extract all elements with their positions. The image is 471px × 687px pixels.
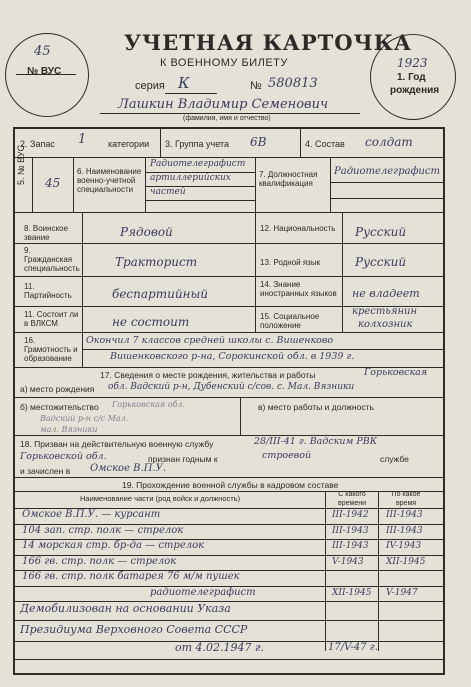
number-value: 580813 <box>268 76 318 91</box>
callup-region: Горьковской обл. <box>20 451 107 462</box>
reserve-value: 1 <box>78 132 87 147</box>
specialty-value-1: Радиотелеграфист <box>150 159 246 169</box>
fit-label: признан годным к <box>148 454 218 464</box>
vus-circle-label: № ВУС <box>27 66 62 77</box>
service-row <box>0 586 471 602</box>
birth-year-label-1: 1. Год <box>397 72 426 83</box>
service-row-unit: радиотелеграфист <box>150 586 256 598</box>
enlisted-label: и зачислен в <box>20 466 71 476</box>
foreign-lang-label: 14. Знание иностранных языков <box>260 280 337 298</box>
birthplace-label: а) место рождения <box>20 384 95 394</box>
service-row-to: XII-1945 <box>386 556 426 567</box>
service-row-unit: 14 морская стр. бр-да — стрелок <box>22 540 205 551</box>
service-row-from: XII-1945 <box>332 587 372 598</box>
social-value-1: крестьянин <box>352 306 418 317</box>
service-row-from: III-1943 <box>332 541 369 551</box>
service-row <box>0 524 471 540</box>
specialty-value-2: артиллерийских <box>150 173 231 183</box>
series-label: серия <box>135 80 165 92</box>
party-label: 11. Партийность <box>24 282 72 300</box>
komsomol-value: не состоит <box>112 315 190 329</box>
service-row-unit: 166 гв. стр. полк — стрелок <box>22 555 177 567</box>
vus-side-label: 5. № ВУС <box>16 144 26 185</box>
civil-specialty-value: Тракторист <box>115 255 198 269</box>
vus-side-value: 45 <box>45 176 61 190</box>
residence-value-1: Горьковская обл. <box>112 400 186 409</box>
series-value: К <box>178 74 190 92</box>
birthplace-value: обл. Вадский р-н, Дубенский с/сов. с. Мал. Вязники <box>108 382 355 392</box>
fit-value: строевой <box>262 450 312 461</box>
party-value: беспартийный <box>112 287 208 301</box>
col-from-header: С какого времени <box>338 491 366 507</box>
residence-label: б) местожительство <box>20 402 99 412</box>
service-row-to: V-1947 <box>386 587 418 598</box>
demob-line-3: от 4.02.1947 г. <box>175 641 265 654</box>
full-name: Лашкин Владимир Семенович <box>118 97 329 112</box>
residence-value-3: мал. Вязники <box>40 425 98 434</box>
position-label: 7. Должностная квалификация <box>259 170 318 188</box>
card-title: УЧЕТНАЯ КАРТОЧКА <box>124 30 412 55</box>
service-row-from: III-1943 <box>332 525 369 536</box>
service-row-to: IV-1943 <box>386 541 422 551</box>
callup-label: 18. Призван на действительную военную службу <box>20 439 214 449</box>
education-value-2: Вишенковского р-на, Сорокинской обл. в 1939 г. <box>110 351 355 362</box>
service-row <box>0 570 471 586</box>
service-row-unit: Омское В.П.У. — курсант <box>22 509 161 520</box>
service-word: службе <box>380 454 409 464</box>
foreign-lang-value: не владеет <box>352 287 420 300</box>
col-to-header: По какое время <box>391 491 421 507</box>
service-row <box>0 508 471 524</box>
demob-line-2: Президиума Верховного Совета СССР <box>20 623 248 636</box>
service-row-from: III-1942 <box>332 510 369 520</box>
reserve-label: 2. Запас <box>20 139 55 149</box>
service-row <box>0 555 471 571</box>
rank-value: Рядовой <box>120 225 173 239</box>
social-value-2: колхозник <box>358 319 413 330</box>
card-subtitle: К ВОЕННОМУ БИЛЕТУ <box>160 57 288 69</box>
birth-year-label-2: рождения <box>390 85 440 96</box>
service-row-unit: 166 гв. стр. полк батарея 76 м/м пушек <box>22 571 240 582</box>
service-row <box>0 539 471 555</box>
komsomol-label: 11. Состоит ли в ВЛКСМ <box>24 310 79 328</box>
composition-value: солдат <box>365 135 413 149</box>
rank-label: 8. Воинское звание <box>24 224 69 242</box>
specialty-label: 6. Наименование военно-учетной специальности <box>77 167 142 194</box>
civil-specialty-label: 9. Гражданская специальность <box>24 246 80 273</box>
workplace-label: в) место работы и должность <box>258 402 374 412</box>
callup-value: 28/III-41 г. Вадским РВК <box>254 436 378 447</box>
specialty-value-3: частей <box>150 187 186 197</box>
service-row-to: III-1943 <box>386 525 423 536</box>
residence-header-value: Горьковская <box>364 367 428 378</box>
position-value: Радиотелеграфист <box>334 166 440 177</box>
education-label: 16. Грамотность и образование <box>24 336 78 363</box>
residence-header: 17. Сведения о месте рождения, жительства и работы <box>100 370 316 380</box>
enlisted-value: Омское В.П.У. <box>90 463 167 474</box>
nationality-label: 12. Национальность <box>260 224 336 233</box>
demob-date: 17/V-47 г. <box>328 642 378 653</box>
composition-label: 4. Состав <box>305 139 345 149</box>
service-row-to: III-1943 <box>386 510 423 520</box>
birth-year-value: 1923 <box>397 56 428 70</box>
native-language-value: Русский <box>355 255 407 269</box>
service-header: 19. Прохождение военной службы в кадровом составе <box>122 480 339 490</box>
number-label: № <box>250 80 262 92</box>
native-language-label: 13. Родной язык <box>260 258 321 267</box>
group-label: 3. Группа учета <box>165 139 229 149</box>
service-row-unit: 104 зап. стр. полк — стрелок <box>22 524 184 536</box>
social-label: 15. Социальное положение <box>260 312 320 330</box>
service-row-from: V-1943 <box>332 556 364 567</box>
full-name-caption: (фамилия, имя и отчество) <box>183 115 271 122</box>
demob-line-1: Демобилизован на основании Указа <box>20 602 231 615</box>
nationality-value: Русский <box>355 225 407 239</box>
category-label: категории <box>108 139 150 149</box>
group-value: 6В <box>250 135 267 149</box>
residence-value-2: Вадский р-н с/с Мал. <box>40 414 129 423</box>
vus-circle-number: 45 <box>34 44 51 59</box>
education-value-1: Окончил 7 классов средней школы с. Вишенково <box>86 335 334 346</box>
col-unit-header: Наименование части (род войск и должность) <box>80 494 241 503</box>
